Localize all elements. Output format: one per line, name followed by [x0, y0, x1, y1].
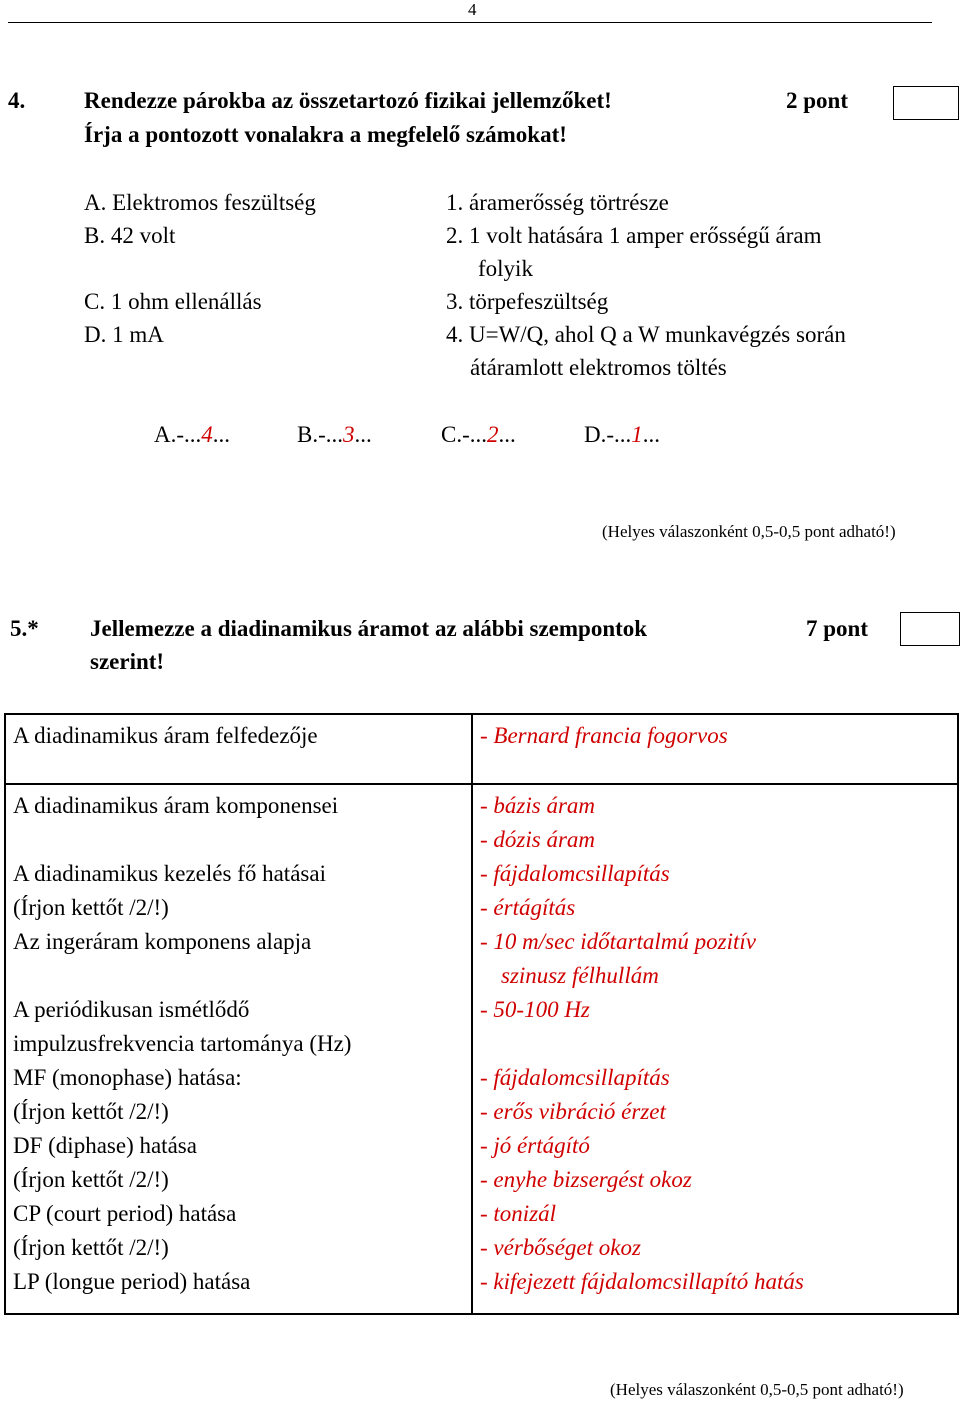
- q4-left-item-c: C. 1 ohm ellenállás: [84, 289, 262, 314]
- q4-number: 4.: [8, 88, 26, 113]
- q4-right-item-4: 4. U=W/Q, ahol Q a W munkavégzés során: [446, 322, 846, 347]
- q5-scoring-note: (Helyes válaszonként 0,5-0,5 pont adható!): [610, 1380, 904, 1399]
- q4-answer-c: C.-...2...: [441, 422, 516, 447]
- q4-title-line1: Rendezze párokba az összetartozó fizikai jellemzőket!: [84, 88, 612, 113]
- q5-points: 7 pont: [806, 616, 868, 641]
- q4-right-item-3: 3. törpefeszültség: [446, 289, 609, 314]
- q4-score-box[interactable]: [893, 86, 959, 120]
- q4-right-item-2-cont: folyik: [478, 256, 533, 281]
- q5-score-box[interactable]: [900, 612, 960, 646]
- q4-right-item-2: 2. 1 volt hatására 1 amper erősségű áram: [446, 223, 822, 248]
- table-cell-answer: - bázis áram - dózis áram - fájdalomcsillapítás - értágítás - 10 m/sec időtartalmú pozitív szinusz félhullám - 50-100 Hz - fájdalomcsillapítás - erős vibráció érzet - jó értágító - enyhe bizsergést okoz - tonizál - vérbőséget okoz - kifejezett fájdalomcsillapító hatás: [472, 784, 958, 1314]
- q5-answer-table: [4, 713, 959, 1315]
- q5-number: 5.*: [10, 616, 39, 641]
- q4-answer-c-value: 2: [487, 422, 499, 447]
- table-cell-answer: - Bernard francia fogorvos: [472, 714, 958, 784]
- table-cell-question: A diadinamikus áram komponensei A diadinamikus kezelés fő hatásai (Írjon kettőt /2/!) Az ingeráram komponens alapja A periódikusan ismétlődő impulzusfrekvencia tartománya (Hz) MF (monophase) hatása: (Írjon kettőt /2/!) DF (diphase) hatása (Írjon kettőt /2/!) CP (court period) hatása (Írjon kettőt /2/!) LP (longue period) hatása: [5, 784, 472, 1314]
- q5-title-line1: Jellemezze a diadinamikus áramot az alábbi szempontok: [90, 616, 648, 641]
- q4-left-item-b: B. 42 volt: [84, 223, 176, 248]
- q4-answer-d-value: 1: [631, 422, 643, 447]
- table-row: [5, 784, 958, 1314]
- q4-right-item-1: 1. áramerősség törtrésze: [446, 190, 669, 215]
- q4-title-line2: Írja a pontozott vonalakra a megfelelő számokat!: [84, 122, 567, 147]
- q4-answer-a-value: 4: [201, 422, 213, 447]
- q4-answer-a: A.-...4...: [154, 422, 231, 447]
- q4-answer-b-value: 3: [343, 422, 355, 447]
- page-number: 4: [468, 0, 477, 19]
- q5-title-line2: szerint!: [90, 649, 165, 674]
- q4-answer-b: B.-...3...: [297, 422, 372, 447]
- table-row: [5, 714, 958, 784]
- header-rule: [8, 22, 932, 23]
- table-cell-question: A diadinamikus áram felfedezője: [5, 714, 472, 784]
- q4-right-item-4-cont: átáramlott elektromos töltés: [470, 355, 727, 380]
- q4-scoring-note: (Helyes válaszonként 0,5-0,5 pont adható!): [602, 522, 896, 541]
- q4-left-item-a: A. Elektromos feszültség: [84, 190, 316, 215]
- q4-left-item-d: D. 1 mA: [84, 322, 164, 347]
- q4-points: 2 pont: [786, 88, 848, 113]
- q4-answer-d: D.-...1...: [584, 422, 661, 447]
